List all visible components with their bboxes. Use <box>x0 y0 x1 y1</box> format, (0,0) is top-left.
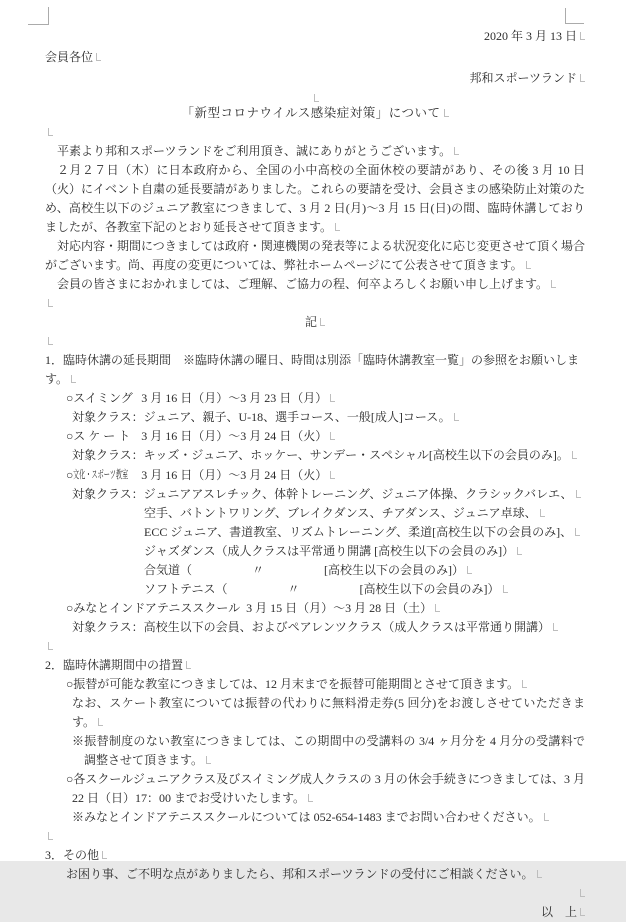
item-name-skate: ス ケ ー ト <box>73 429 131 443</box>
list-item-minato-tennis <box>45 599 585 618</box>
sender-line: 邦和スポーツランド <box>45 68 585 89</box>
item-classes-continuation: ジャズダンス（成人クラスは平常通り開講 [高校生以下の会員のみ]） <box>45 542 585 561</box>
recipient-line: 会員各位 <box>45 47 585 68</box>
section2-item-transfer: ○振替が可能な教室につきましては、12 月末までを振替可能期間とさせて頂きます。 <box>45 675 585 694</box>
page-corner-mark-right <box>565 8 584 24</box>
item-classes-skate: 対象クラス：キッズ・ジュニア、ホッケー、サンデー・スペシャル[高校生以下の会員のみ]。 <box>45 446 585 465</box>
document-content <box>45 26 585 922</box>
circle-marker: ○ <box>66 429 74 443</box>
item-name-culture-sports: 文化・スポーツ教室 <box>73 469 129 481</box>
item-classes-minato-tennis: 対象クラス：高校生以下の会員、およびペアレンツクラス（成人クラスは平常通り開講） <box>45 618 585 637</box>
intro-paragraph-2: ２月２７日（木）に日本政府から、全国の小中高校の全面休校の要請があり、その後 3 月 10 日（火）にイベント自粛の延長要請がありました。これらの要請を受け、会員さまの感染防止対策のため、高校生以下のジュニア教室につきまして、3 月 2 日(月)～3 月 15 日(日)の間、臨時休講しておりましたが、各教室下記のとおり延長させて頂きます。 <box>45 161 585 237</box>
item-classes-continuation: ソフトテニス（ 〃 [高校生以下の会員のみ]） <box>45 580 585 599</box>
item-period-minato-tennis: 3 月 15 日（月）～3 月 28 日（土） <box>246 601 433 615</box>
list-item-skate <box>45 427 585 446</box>
closing-line: 以 上 <box>45 903 585 922</box>
item-name-minato-tennis: みなとインドアテニススクール <box>73 601 241 615</box>
empty-line <box>45 332 585 351</box>
section2-heading: 2．臨時休講期間中の措置 <box>45 656 585 675</box>
item-classes-continuation: 合気道（ 〃 [高校生以下の会員のみ]） <box>45 561 585 580</box>
item-classes-continuation: 空手、バトントワリング、ブレイクダンス、チアダンス、ジュニア卓球、 <box>45 504 585 523</box>
empty-line <box>45 294 585 313</box>
item-period-culture-sports: 3 月 16 日（月）～3 月 24 日（火） <box>141 468 328 482</box>
page-corner-mark-left <box>28 7 49 25</box>
empty-line <box>45 89 585 104</box>
list-item-culture-sports <box>45 465 585 485</box>
circle-marker: ○ <box>66 601 74 615</box>
item-classes-continuation: ECC ジュニア、書道教室、リズムトレーニング、柔道[高校生以下の会員のみ]、 <box>45 523 585 542</box>
document-title: 「新型コロナウイルス感染症対策」について <box>45 104 585 123</box>
section3-body: お困り事、ご不明な点がありましたら、邦和スポーツランドの受付にご相談ください。 <box>45 865 585 884</box>
circle-marker: ○ <box>66 468 74 482</box>
item-period-skate: 3 月 16 日（月）～3 月 24 日（火） <box>141 429 328 443</box>
record-separator: 記 <box>45 313 585 332</box>
intro-paragraph-1: 平素より邦和スポーツランドをご利用頂き、誠にありがとうございます。 <box>45 142 585 161</box>
item-classes-swimming: 対象クラス：ジュニア、親子、U-18、選手コース、一般[成人]コース。 <box>45 408 585 427</box>
item-classes-culture-sports: 対象クラス：ジュニアアスレチック、体幹トレーニング、ジュニア体操、クラシックバレエ、 <box>45 485 585 504</box>
circle-marker: ○ <box>66 391 74 405</box>
section2-item-fee-adjustment: ※振替制度のない教室につきましては、この期間中の受講料の 3/4 ヶ月分を 4 月分の受講料で調整させて頂きます。 <box>45 732 585 770</box>
empty-line <box>45 827 585 846</box>
intro-paragraph-3: 対応内容・期間につきましては政府・関連機関の発表等による状況変化に応じ変更させて頂く場合がございます。尚、再度の変更については、弊社ホームページにて公表させて頂きます。 <box>45 237 585 275</box>
list-item-swimming <box>45 389 585 408</box>
item-period-swimming: 3 月 16 日（月）～3 月 23 日（月） <box>141 391 328 405</box>
section2-item-minato-contact: ※みなとインドアテニススクールについては 052-654-1483 までお問い合わせください。 <box>45 808 585 827</box>
item-name-swimming: スイミング <box>73 391 133 405</box>
empty-line <box>45 637 585 656</box>
section2-item-suspension-procedure: ○各スクールジュニアクラス及びスイミング成人クラスの 3 月の休会手続きにつきましては、3 月 22 日（日）17：00 までお受けいたします。 <box>45 770 585 808</box>
section3-heading: 3．その他 <box>45 846 585 865</box>
section2-item-skate-ticket: なお、スケート教室については振替の代わりに無料滑走券(5 回分)をお渡しさせていただきます。 <box>45 694 585 732</box>
empty-line <box>45 123 585 142</box>
intro-paragraph-4: 会員の皆さまにおかれましては、ご理解、ご協力の程、何卒よろしくお願い申し上げます。 <box>45 275 585 294</box>
section1-heading: 1．臨時休講の延長期間 ※臨時休講の曜日、時間は別添「臨時休講教室一覧」の参照をお願いします。 <box>45 351 585 389</box>
empty-line <box>45 884 585 903</box>
document-date: 2020 年 3 月 13 日 <box>45 26 585 47</box>
